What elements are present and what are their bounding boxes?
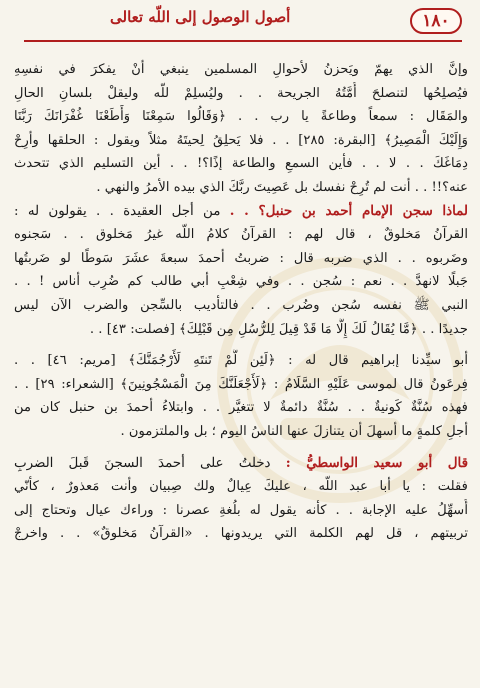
- heading-highlight: لماذا سجن الإمام أحمد بن حنبل؟ . .: [229, 202, 468, 219]
- heading-continuation: من أجل العقيدة . . يقولون له :: [14, 203, 230, 219]
- text-line: عنه؟!! . . أنت لم تُرِحْ نفسك بل عَصِيتَ ربَّكَ الذي بيده الأمرُ والنهي .: [96, 179, 468, 195]
- paragraph: [14, 452, 468, 546]
- text-line: وَإِلَيْكَ الْمَصِيرُ﴾ [البقرة: ٢٨٥] . . فلا يَحلِقُ لِحيتَهُ مثلاً ويقول : الحلقها وأرِحْ: [14, 132, 468, 148]
- page-body: [14, 44, 468, 546]
- text-line: دِمَاغَكَ . . لا . . فأين السمعِ والطاعة إذًا؟! . . أين التسليم الذي تتحدث: [14, 156, 468, 172]
- header-rule: [24, 40, 462, 42]
- text-line: فهذه سُنَّةٌ كَونيةٌ . . سُنَّةٌ دائمةٌ لا تتغيَّر . . وابتلاءُ أحمدَ بن حنبل كان من: [14, 400, 468, 416]
- page-number-badge: [410, 8, 462, 34]
- text-line: وإنَّ الذي يهمّ ويَحزنُ لأحوالِ المسلمين ينبغي أنْ يفكرَ في نفسِهِ: [14, 62, 468, 77]
- text-line: والمَقَال : سمعاً وطاعةً يا رب . . ﴿وَقَالُوا سَمِعْنَا وَأَطَعْنَا غُفْرَانَكَ رَبَّنَا: [14, 109, 468, 125]
- text-line: تربيتهم ، قل لهم الكلمة التي يريدونها . «القرآنُ مَخلوقٌ» . . واخرجْ: [14, 526, 468, 542]
- heading-continuation: دخلتُ على أحمدَ السجنَ قَبلَ الضربِ: [14, 455, 286, 471]
- text-line: فِرعَونُ قال لموسى عَلَيْهِ السَّلَامُ : ﴿لَأَجْعَلَنَّكَ مِنَ الْمَسْجُونِينَ﴾ [الشعراء: ٢٩] . .: [14, 376, 468, 392]
- page-number: ١٨٠: [422, 11, 450, 31]
- text-line: فقلت : يا أبا عبد اللّه ، عليكَ عِيالٌ ولك صِبيان وأنت مَعذورٌ ، كأنّي: [14, 479, 468, 495]
- section-heading: [14, 452, 468, 476]
- running-title: أصول الوصول إلى اللّه تعالى: [110, 8, 291, 26]
- section-heading: [14, 200, 468, 224]
- text-line: القرآنُ مَخلوقٌ ، قال لهم : القرآنُ كلامُ اللّه غيرُ مَخلوق . . سَجنوه: [14, 227, 468, 243]
- text-line: فيُصلِحُها لتنصلحَ أُمَّتُهُ الجريحة . . وليُسلِمْ للّه وليقلْ بلسانِ الحالِ: [14, 85, 468, 101]
- text-line: النبي ﷺ نفسه سُجن وضُرب . . فالتأديب بالسِّجن والضرب الآن ليس: [14, 297, 468, 313]
- text-line: أبو سيِّدنا إبراهيم قال له : ﴿لَئِن لَّمْ تَنتَهِ لَأَرْجُمَنَّكَ﴾ [مريم: ٤٦] . .: [14, 353, 468, 369]
- paragraph: [14, 58, 468, 200]
- page-header: [14, 0, 468, 44]
- text-line: أجلِ كلمةٍ ما أسهلَ أن يتنازلَ عنها الناسُ اليوم ؛ بل والملتزمون .: [120, 423, 468, 439]
- paragraph: [14, 200, 468, 342]
- paragraph: [14, 349, 468, 443]
- text-line: جَبلًا لانهدَّ . . نعم : سُجن . . وفي شِعْبِ أبي طالب كم ضُرِب أناس ! . .: [14, 274, 468, 290]
- text-line: جديدًا . . ﴿مَّا يُقَالُ لَكَ إِلَّا مَا قَدْ قِيلَ لِلرُّسُلِ مِن قَبْلِكَ﴾ [فصلت: ٤٣] . .: [89, 321, 468, 337]
- text-line: وضَربوه . . الذي ضربه قال : ضربتُ أحمدَ سبعةَ عشَرَ سَوطًا لو ضَربتُها: [14, 250, 468, 266]
- heading-highlight: قال أبو سعيد الواسطيُّ :: [285, 454, 468, 471]
- text-line: أُسهِّلُ عليه الإجابة . . كأنه يقول له بلُغةِ عصرنا : وراءك عيال وتحتاج إلى: [14, 502, 468, 518]
